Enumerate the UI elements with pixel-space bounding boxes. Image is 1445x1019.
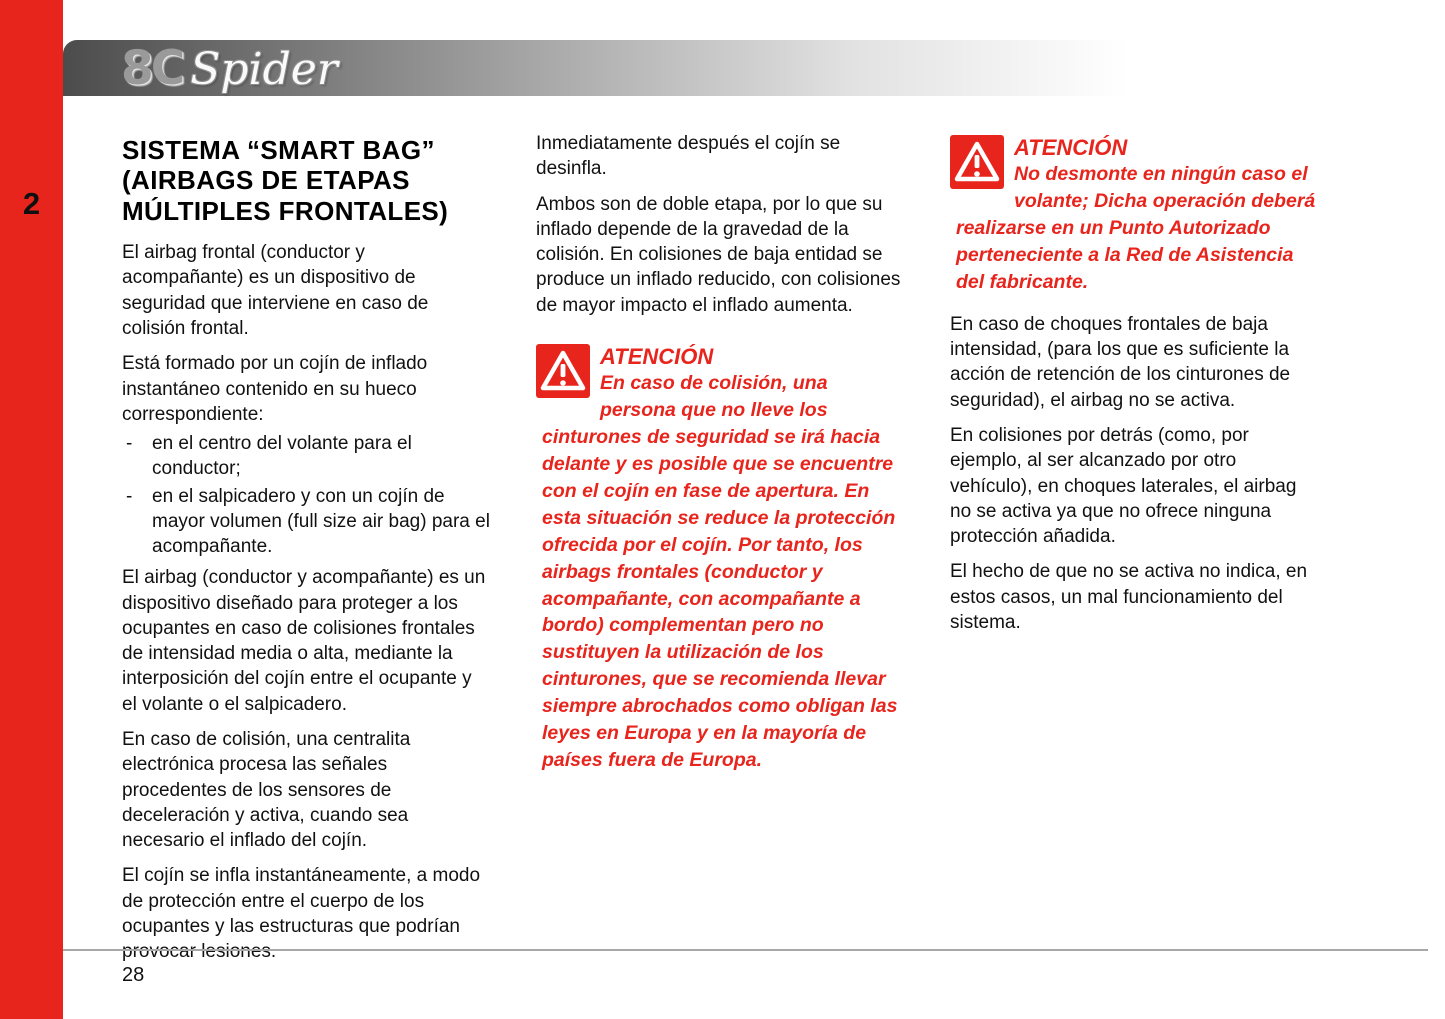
paragraph: El airbag (conductor y acompañante) es un dispositivo diseñado para proteger a los ocupantes en caso de colisiones frontales de intensidad media o alta, mediante la interposición del cojín entre el ocupante y el volante o el salpicadero.	[122, 567, 486, 715]
warning-triangle-icon	[536, 344, 590, 398]
page-number: 28	[122, 964, 145, 986]
warning-triangle-icon	[950, 135, 1004, 189]
logo-spider-text: Spider	[190, 43, 338, 95]
chapter-sidebar	[0, 0, 63, 1019]
bullet-marker: -	[126, 433, 133, 455]
warning-title: ATENCIÓN	[600, 343, 714, 369]
paragraph: Ambos son de doble etapa, por lo que su inflado depende de la gravedad de la colisión. En colisiones de baja entidad se produce un inflado reducido, con colisiones de mayor impacto el inflado aumenta.	[536, 193, 901, 316]
column-3	[950, 131, 1318, 974]
column-1	[122, 131, 490, 974]
logo-8c-text: 8C	[121, 40, 183, 96]
column-2	[536, 131, 904, 974]
paragraph: El cojín se infla instantáneamente, a modo de protección entre el cuerpo de los ocupantes y las estructuras que podrían provocar lesiones.	[122, 865, 481, 963]
chapter-number: 2	[22, 186, 41, 221]
paragraph: En colisiones por detrás (como, por ejemplo, al ser alcanzado por otro vehículo), en choques laterales, el airbag no se activa ya que no ofrece ninguna protección añadida.	[950, 424, 1297, 548]
paragraph: Está formado por un cojín de inflado instantáneo contenido en su hueco correspondiente:	[122, 353, 428, 425]
bullet-item	[122, 484, 490, 560]
paragraph: El hecho de que no se activa no indica, en estos casos, un mal funcionamiento del sistema.	[950, 561, 1308, 633]
warning-body: No desmonte en ningún caso el volante; Dicha operación deberá realizarse en un Punto Autorizado perteneciente a la Red de Asistencia del fabricante.	[956, 163, 1316, 294]
warning-block	[536, 340, 904, 774]
section-title: SISTEMA “SMART BAG” (AIRBAGS DE ETAPAS MÚLTIPLES FRONTALES)	[122, 135, 449, 226]
bullet-text: en el centro del volante para el conductor;	[152, 433, 412, 480]
bullet-marker: -	[126, 485, 133, 507]
paragraph: En caso de colisión, una centralita electrónica procesa las señales procedentes de los sensores de deceleración y activa, cuando sea necesario el inflado del cojín.	[122, 729, 411, 852]
page-content	[63, 131, 1428, 974]
paragraph: En caso de choques frontales de baja intensidad, (para los que es suficiente la acción de retención de los cinturones de seguridad), el airbag no se activa.	[950, 313, 1291, 411]
bullet-text: en el salpicadero y con un cojín de mayor volumen (full size air bag) para el acompañante.	[152, 485, 490, 558]
header-band	[63, 40, 1428, 96]
paragraph: El airbag frontal (conductor y acompañante) es un dispositivo de seguridad que interviene en caso de colisión frontal.	[122, 242, 429, 340]
footer-divider	[63, 949, 1428, 951]
warning-title: ATENCIÓN	[1014, 135, 1128, 160]
column-3-paragraphs	[950, 312, 1318, 635]
brand-logo	[121, 41, 338, 96]
warning-body: En caso de colisión, una persona que no lleve los cinturones de seguridad se irá hacia delante y es posible que se encuentre con el cojín en fase de apertura. En esta situación se reduce la protección ofrecida por el cojín. Por tanto, los airbags frontales (conductor y acompañante, con acompañante a bordo) complementan pero no sustituyen la utilización de los cinturones, que se recomienda llevar siempre abrochados como obligan las leyes en Europa y en la mayoría de países fuera de Europa.	[542, 372, 898, 771]
paragraph: Inmediatamente después el cojín se desinfla.	[536, 133, 841, 180]
bullet-item	[122, 431, 490, 482]
bullet-list	[122, 431, 490, 559]
warning-block	[950, 131, 1318, 296]
